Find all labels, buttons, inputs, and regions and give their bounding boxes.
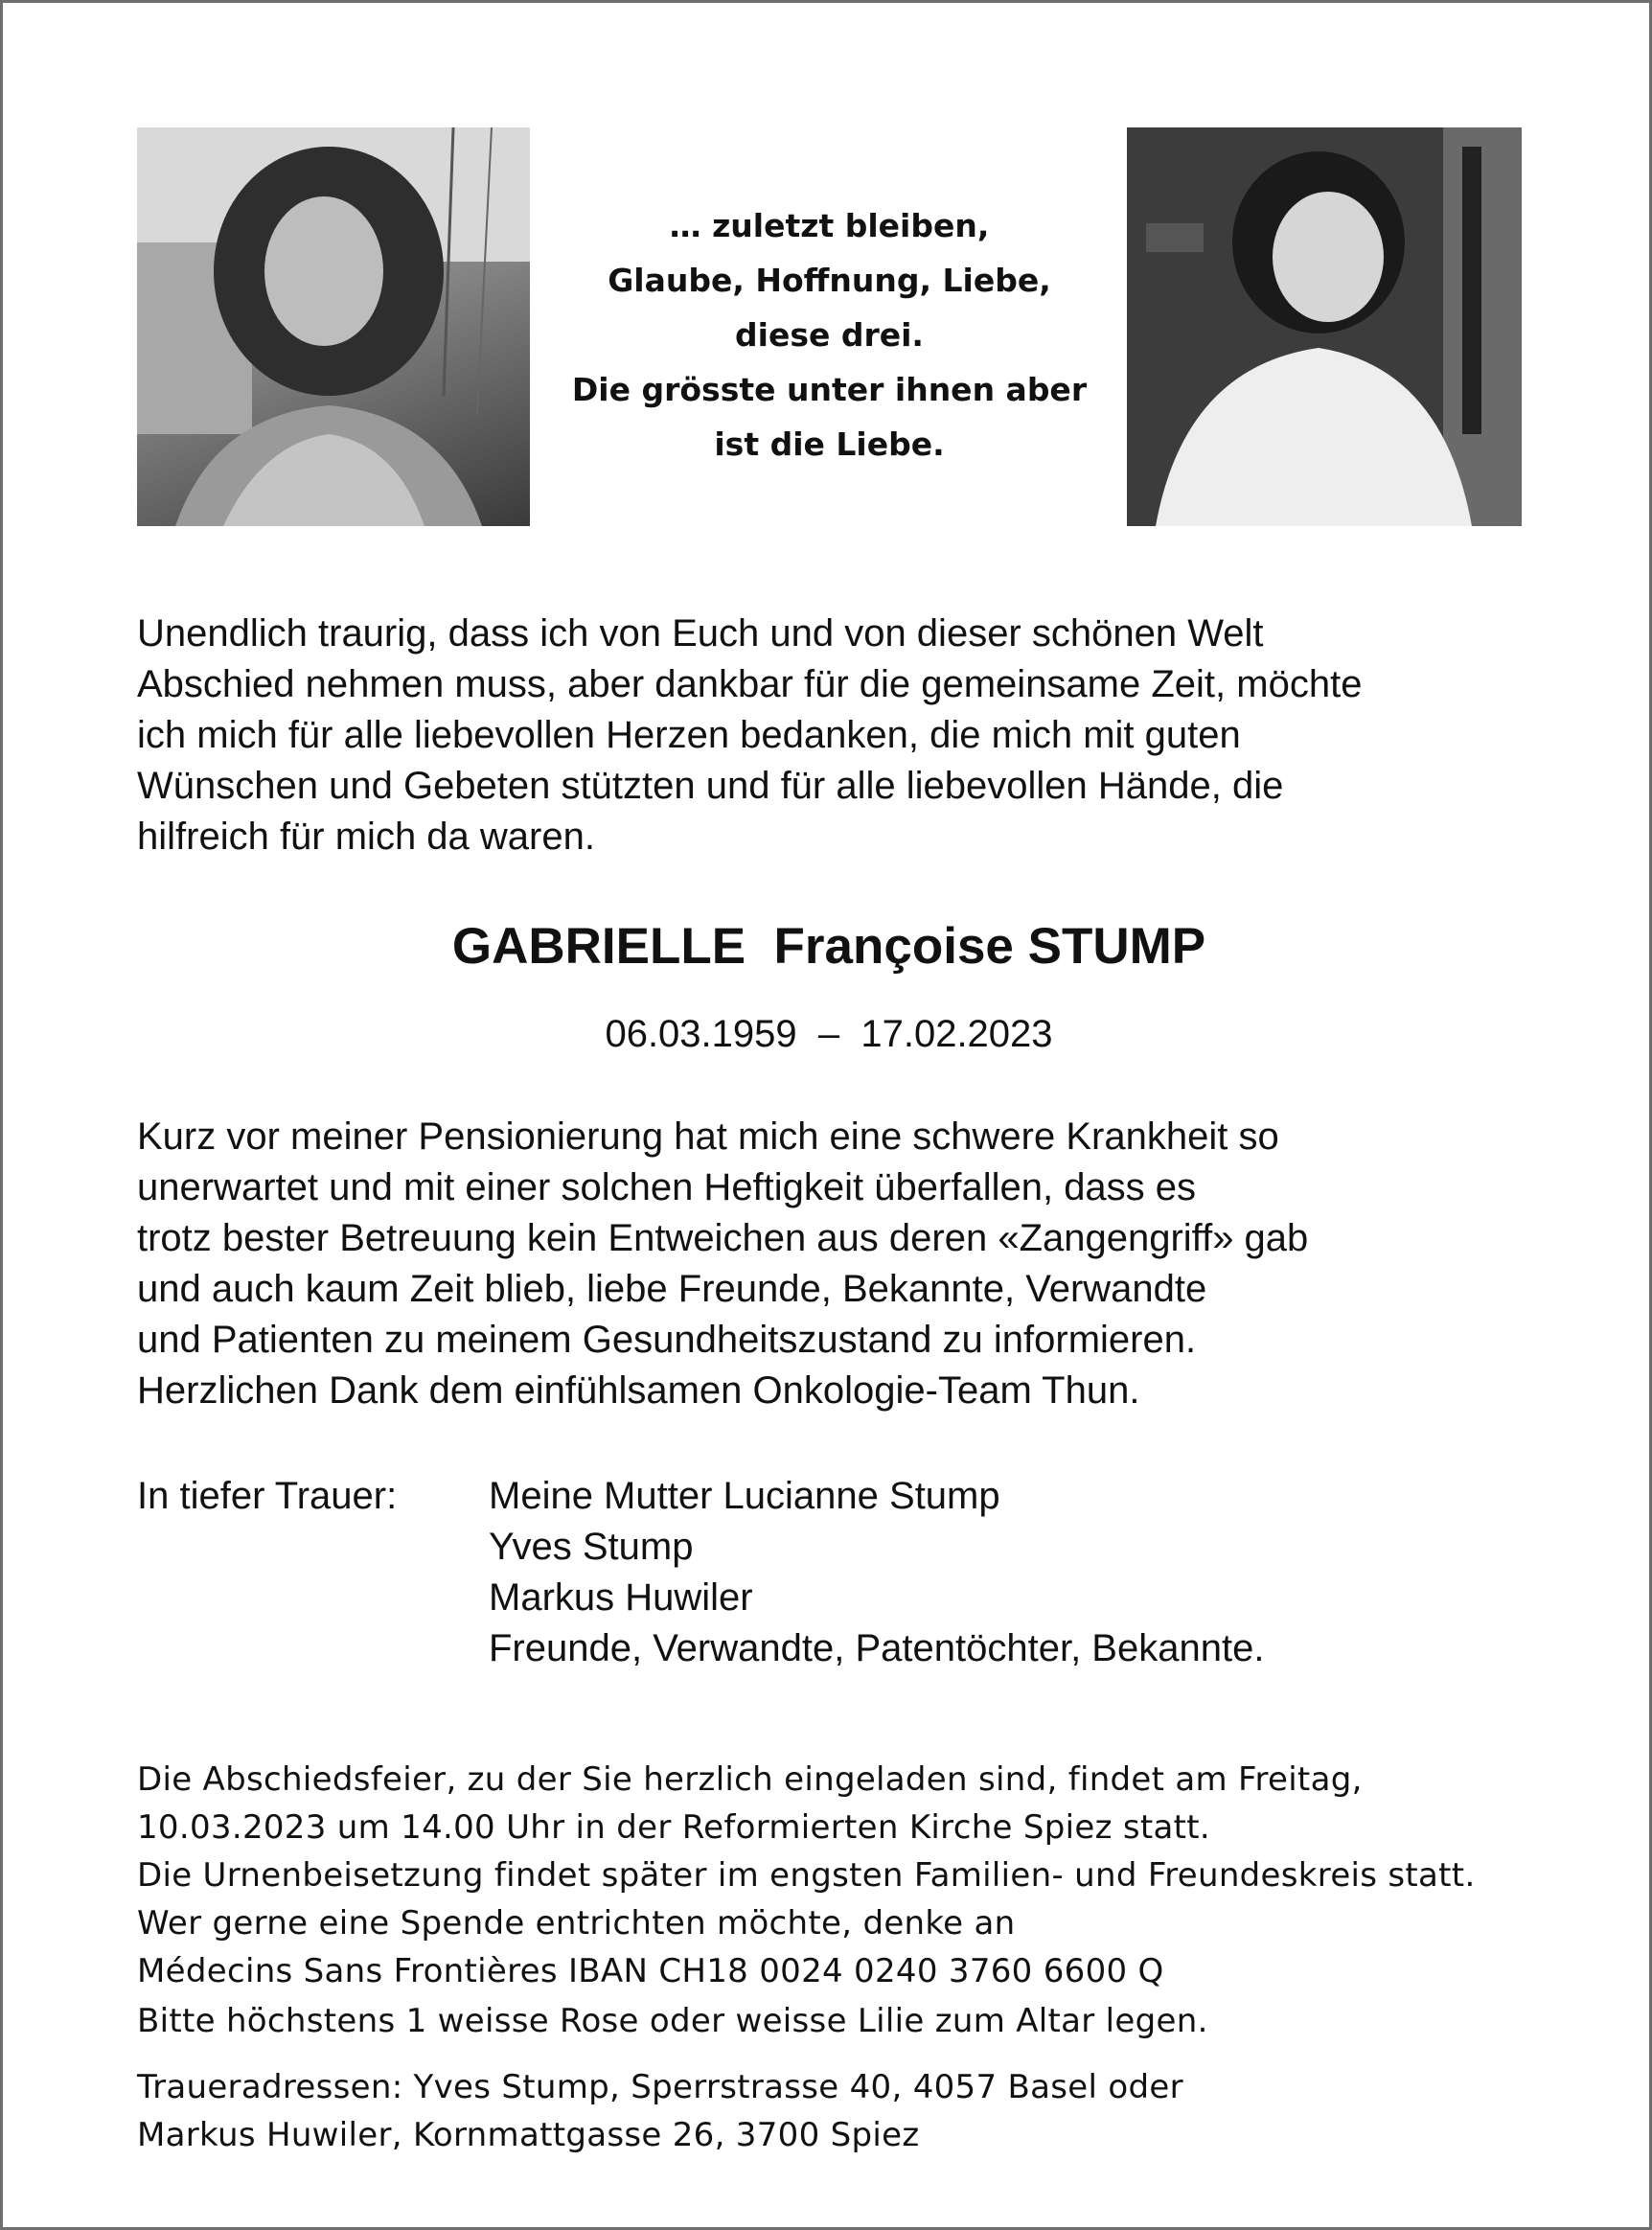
- text-line: Die Abschiedsfeier, zu der Sie herzlich eingeladen sind, findet am Freitag,: [137, 1760, 1363, 1799]
- quote-line: Glaube, Hoffnung, Liebe,: [608, 262, 1051, 299]
- text-line: Traueradressen: Yves Stump, Sperrstrasse 40, 4057 Basel oder: [137, 2068, 1183, 2106]
- text-line: Wünschen und Gebeten stützten und für alle liebevollen Hände, die: [137, 765, 1284, 807]
- deceased-name: GABRIELLE Françoise STUMP: [451, 918, 1206, 975]
- text-line: Herzlichen Dank dem einfühlsamen Onkologie-Team Thun.: [137, 1369, 1140, 1412]
- mourner-item: Freunde, Verwandte, Patentöchter, Bekannte.: [489, 1627, 1265, 1669]
- mourner-item: Meine Mutter Lucianne Stump: [489, 1475, 1000, 1517]
- text-line: Wer gerne eine Spende entrichten möchte, denke an: [137, 1904, 1016, 1943]
- text-line: und auch kaum Zeit blieb, liebe Freunde, Bekannte, Verwandte: [137, 1268, 1207, 1310]
- mourners-list: [489, 1471, 1264, 1674]
- text-line: unerwartet und mit einer solchen Heftigkeit überfallen, dass es: [137, 1166, 1197, 1208]
- text-line: Bitte höchstens 1 weisse Rose oder weisse Lilie zum Altar legen.: [137, 2002, 1208, 2040]
- life-dates: 06.03.1959 – 17.02.2023: [605, 1013, 1053, 1055]
- portrait-woman-at-eye-exam-device-image: [1127, 127, 1522, 526]
- mourning-label: In tiefer Trauer:: [137, 1475, 398, 1517]
- flower-request: [137, 1997, 1208, 2045]
- mourner-item: Markus Huwiler: [489, 1576, 753, 1619]
- text-line: hilfreich für mich da waren.: [137, 816, 595, 858]
- text-line: Die Urnenbeisetzung findet später im engsten Familien- und Freundeskreis statt.: [137, 1856, 1476, 1895]
- quote-line: Die grösste unter ihnen aber: [571, 371, 1088, 408]
- text-line: Abschied nehmen muss, aber dankbar für die gemeinsame Zeit, möchte: [137, 663, 1363, 705]
- quote-line: … zuletzt bleiben,: [669, 207, 990, 244]
- mourning-addresses: [137, 2063, 1183, 2159]
- text-line: Unendlich traurig, dass ich von Euch und von dieser schönen Welt: [137, 612, 1264, 655]
- quote-line: diese drei.: [735, 316, 924, 354]
- bible-quote: [549, 198, 1110, 471]
- illness-paragraph: [137, 1112, 1308, 1416]
- text-line: trotz bester Betreuung kein Entweichen aus deren «Zangengriff» gab: [137, 1217, 1309, 1259]
- portrait-photo-left: [137, 127, 530, 526]
- text-line: Markus Huwiler, Kornmattgasse 26, 3700 Spiez: [137, 2116, 920, 2154]
- text-line: Kurz vor meiner Pensionierung hat mich eine schwere Krankheit so: [137, 1115, 1279, 1158]
- text-line: 10.03.2023 um 14.00 Uhr in der Reformierten Kirche Spiez statt.: [137, 1808, 1211, 1847]
- text-line: ich mich für alle liebevollen Herzen bedanken, die mich mit guten: [137, 714, 1241, 756]
- mourner-item: Yves Stump: [489, 1526, 694, 1568]
- text-line: und Patienten zu meinem Gesundheitszustand zu informieren.: [137, 1319, 1197, 1361]
- portrait-woman-windblown-hair-image: [137, 127, 530, 526]
- farewell-paragraph: [137, 609, 1362, 862]
- text-line: Médecins Sans Frontières IBAN CH18 0024 0240 3760 6600 Q: [137, 1952, 1164, 1990]
- ceremony-notice: [137, 1756, 1476, 1995]
- quote-line: ist die Liebe.: [714, 425, 945, 463]
- portrait-photo-right: [1127, 127, 1522, 526]
